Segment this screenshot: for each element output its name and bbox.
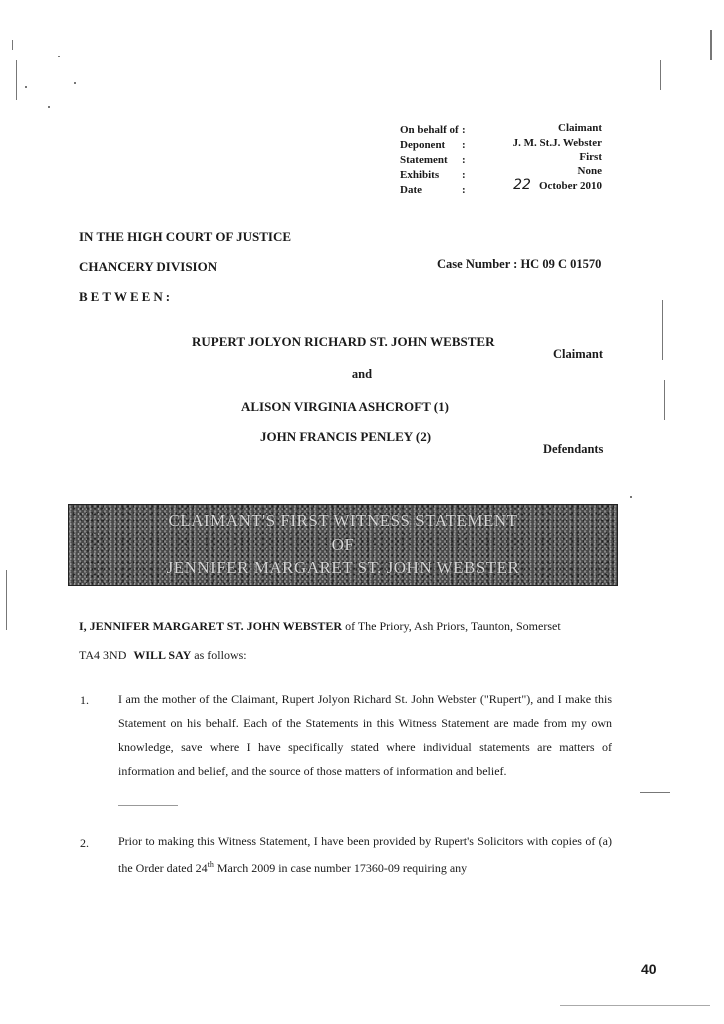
paragraph-1: I am the mother of the Claimant, Rupert Jolyon Richard St. John Webster ("Rupert"), and I make this Statement on his behalf. Each of the Statements in this Witness Statement are made from my own knowledge, save where I have specifically stated where individual statements are matters of information and belief, and the source of those matters of information and belief. [118,692,612,778]
banner-line-2: OF [331,535,355,554]
page-number: 40 [641,961,657,977]
paragraph-2-text-a: Prior to making this Witness Statement, I have been provided by Rupert's Solicitors with copies of (a) the Order dated 24 [118,834,612,875]
scan-speck [25,86,27,88]
court-division: CHANCERY DIVISION [79,259,218,274]
and-separator: and [351,367,373,381]
banner-line-3: JENNIFER MARGARET ST. JOHN WEBSTER [166,558,520,577]
scan-speck [118,805,178,806]
ordinal-suffix: th [207,860,214,869]
banner-line-1: CLAIMANT'S FIRST WITNESS STATEMENT [168,511,518,530]
meta-label-date: Date [400,184,422,196]
paragraph-number-1: 1. [80,693,89,707]
claimant-role: Claimant [553,347,603,361]
scan-speck [48,106,50,108]
scan-speck [12,40,13,50]
meta-value-date [513,178,602,193]
defendant-1: ALISON VIRGINIA ASHCROFT (1) [241,399,449,414]
meta-value-statement: First [579,151,602,163]
meta-sep: : [462,169,466,181]
scan-speck [6,570,7,630]
paragraph-2 [118,829,612,880]
meta-label-statement: Statement [400,154,448,166]
witness-postcode: TA4 3ND [79,648,127,662]
scan-speck [664,380,665,420]
as-follows: as follows: [191,648,247,662]
meta-sep: : [462,154,466,166]
scan-speck [640,792,670,793]
paragraph-2-text-b: March 2009 in case number 17360-09 requiring any [213,861,468,875]
scan-speck [630,496,632,498]
handwritten-day: 22 [513,177,531,193]
claimant-name: RUPERT JOLYON RICHARD ST. JOHN WEBSTER [192,334,495,349]
meta-sep: : [462,139,466,151]
meta-sep: : [462,184,466,196]
meta-label-exhibits: Exhibits [400,169,440,181]
meta-value-on-behalf: Claimant [558,122,602,134]
scan-speck [560,1005,710,1006]
intro-paragraph [79,614,624,667]
case-number: Case Number : HC 09 C 01570 [437,257,602,271]
meta-label-deponent: Deponent [400,139,446,151]
defendant-2: JOHN FRANCIS PENLEY (2) [260,429,432,444]
between-label: BETWEEN: [79,289,174,304]
witness-name: I, JENNIFER MARGARET ST. JOHN WEBSTER [79,619,343,633]
scan-speck [660,60,661,90]
statement-title-banner [68,504,618,586]
witness-address: of The Priory, Ash Priors, Taunton, Somerset [342,619,561,633]
scan-speck [16,60,17,100]
meta-value-exhibits: None [577,165,602,177]
defendants-role: Defendants [543,442,604,456]
meta-value-deponent: J. M. St.J. Webster [512,137,602,149]
scan-speck [662,300,663,360]
scan-speck [74,82,76,84]
court-name: IN THE HIGH COURT OF JUSTICE [79,229,292,244]
meta-sep: : [462,124,466,136]
meta-label-on-behalf: On behalf of [400,124,459,136]
paragraph-number-2: 2. [80,836,89,850]
scan-speck [710,30,712,60]
date-month-year: October 2010 [538,180,602,192]
scan-speck [58,56,60,57]
will-say: WILL SAY [133,648,192,662]
